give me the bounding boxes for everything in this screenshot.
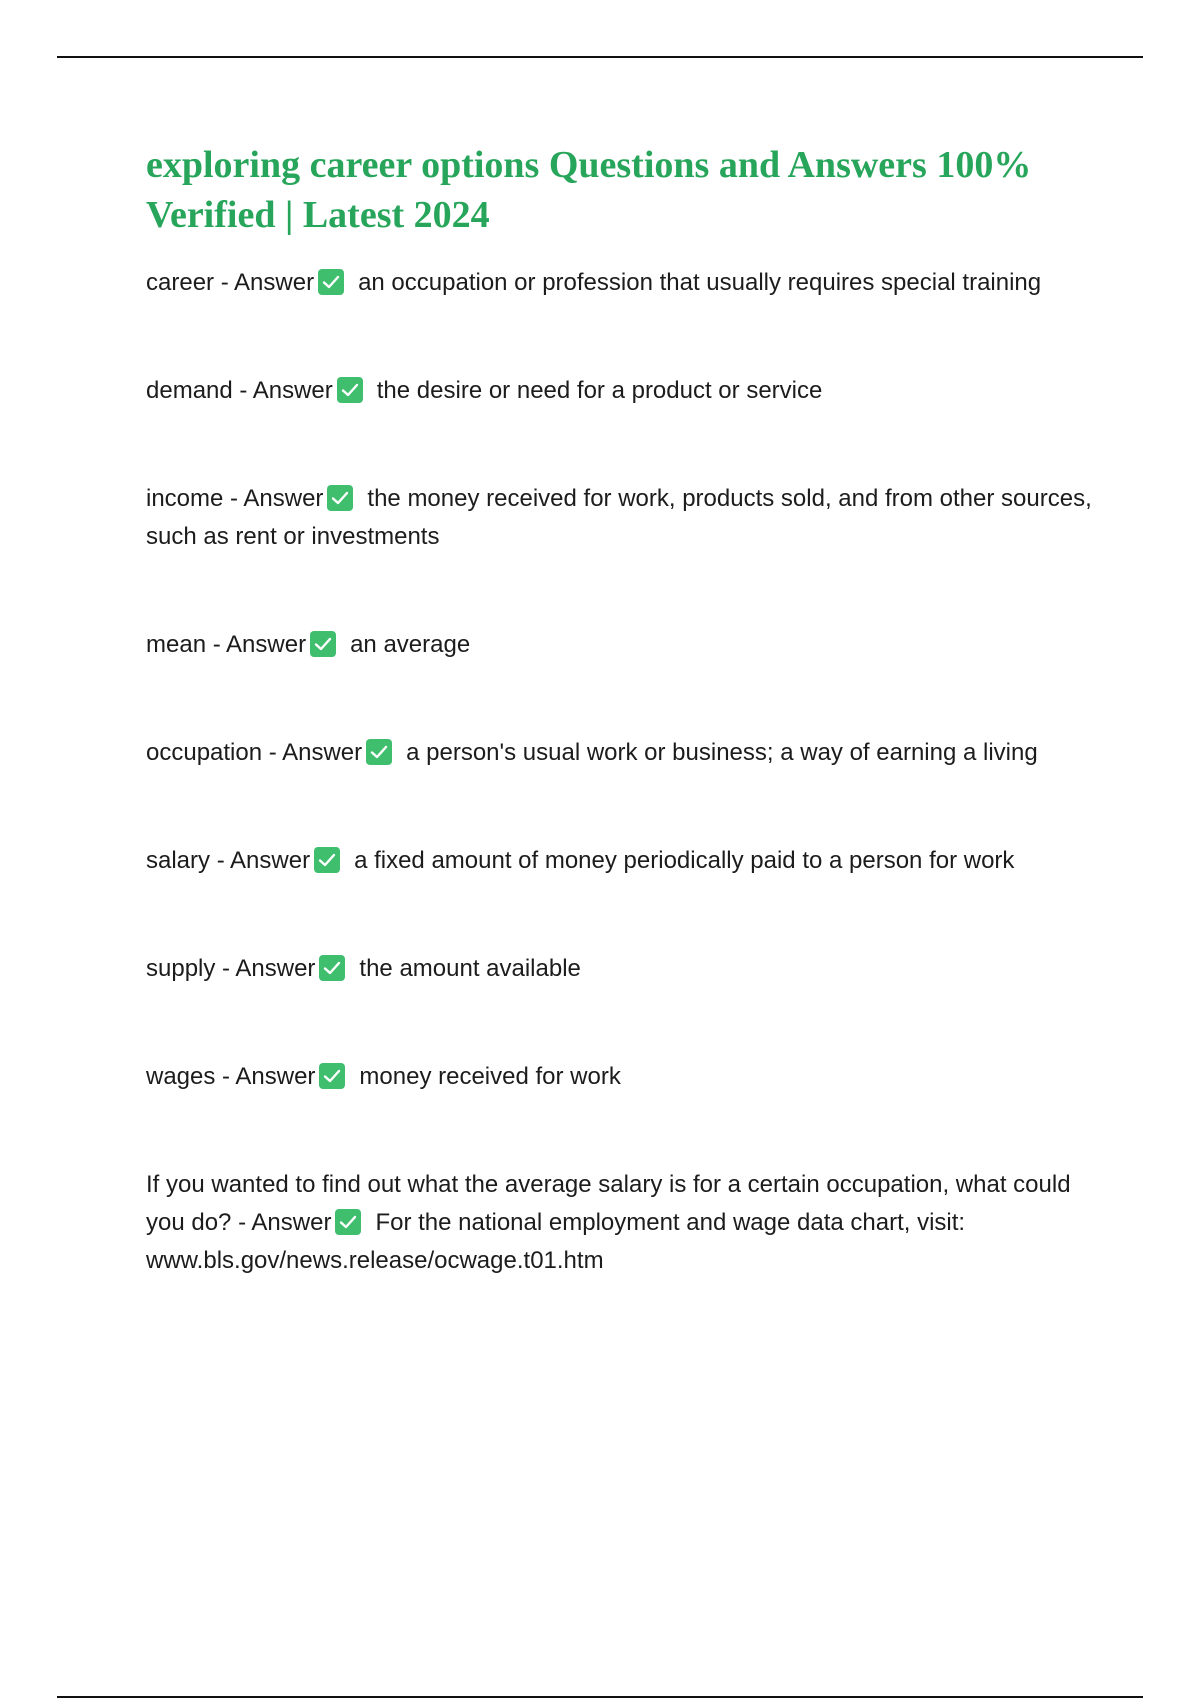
check-box-icon [335,1209,361,1235]
bottom-rule [57,1696,1143,1698]
check-box-icon [319,955,345,981]
qa-separator: - Answer [215,955,316,982]
qa-answer: an average [350,631,471,658]
check-box-icon [314,847,340,873]
top-rule [57,56,1143,58]
qa-separator: - Answer [262,739,363,766]
check-box-icon [327,485,353,511]
qa-separator: - Answer [232,377,333,404]
qa-answer: a person's usual work or business; a way of earning a living [406,739,1038,766]
check-box-icon [310,631,336,657]
qa-term: If you wanted to find out what the average salary is for a certain occupation, what could you do? [146,1171,1071,1236]
qa-term: salary [146,847,211,874]
check-box-icon [318,269,344,295]
check-box-icon [366,739,392,765]
check-box-icon [337,377,363,403]
qa-answer: the amount available [359,955,581,982]
qa-item [146,1166,1096,1280]
qa-separator: - Answer [231,1209,332,1236]
document-body [146,140,1096,1350]
qa-answer: For the national employment and wage data chart, visit: www.bls.gov/news.release/ocwage.t01.htm [146,1209,966,1274]
qa-item [146,480,1096,556]
qa-item [146,264,1096,302]
qa-separator: - Answer [215,1063,316,1090]
qa-answer: money received for work [359,1063,621,1090]
qa-separator: - Answer [214,269,315,296]
check-box-icon [319,1063,345,1089]
qa-answer: the money received for work, products sold, and from other sources, such as rent or investments [146,485,1092,550]
qa-term: demand [146,377,233,404]
qa-term: mean [146,631,207,658]
qa-answer: the desire or need for a product or service [376,377,823,404]
qa-item [146,372,1096,410]
page-title: exploring career options Questions and Answers 100% Verified | Latest 2024 [146,144,1032,236]
qa-item [146,734,1096,772]
qa-term: occupation [146,739,263,766]
qa-separator: - Answer [206,631,307,658]
qa-term: career [146,269,215,296]
qa-term: income [146,485,224,512]
qa-list [146,264,1096,1280]
qa-term: wages [146,1063,216,1090]
qa-term: supply [146,955,216,982]
qa-item [146,1058,1096,1096]
qa-item [146,842,1096,880]
qa-item [146,950,1096,988]
qa-answer: a fixed amount of money periodically paid to a person for work [354,847,1015,874]
qa-item [146,626,1096,664]
qa-separator: - Answer [210,847,311,874]
qa-separator: - Answer [223,485,324,512]
qa-answer: an occupation or profession that usually requires special training [358,269,1042,296]
